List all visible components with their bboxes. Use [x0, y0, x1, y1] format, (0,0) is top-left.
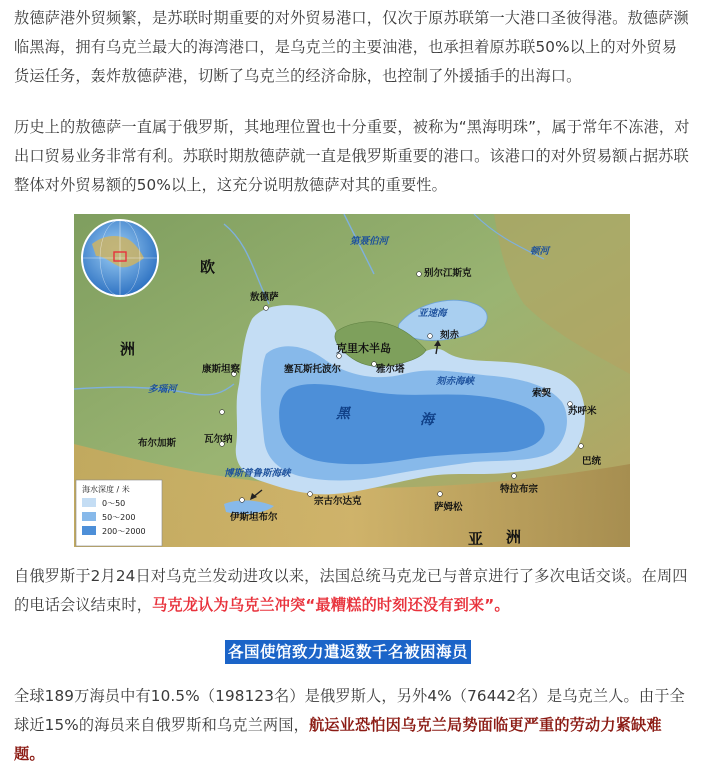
map-label-sochi: 索契 [532, 388, 552, 399]
legend-title: 海水深度 / 米 [82, 485, 130, 494]
map-label-batumi: 巴统 [582, 456, 602, 467]
map-label-zonguldak: 宗古尔达克 [314, 496, 362, 507]
paragraph-odessa-history [14, 113, 690, 200]
section-heading: 各国使馆致力遣返数千名被困海员 [225, 640, 471, 664]
map-label-sevastopol: 塞瓦斯托波尔 [284, 364, 342, 375]
map-label-burgas: 布尔加斯 [138, 438, 177, 449]
map-label-europe: 欧 [200, 258, 216, 276]
map-label-bosporus: 博斯普鲁斯海峡 [224, 468, 291, 479]
paragraph-text: 历史上的敖德萨一直属于俄罗斯，其地理位置也十分重要，被称为“黑海明珠”，属于常年不冻港，对出口贸易业务非常有利。苏联时期敖德萨就一直是俄罗斯重要的港口。该港口的对外贸易额占据苏联整体对外贸易额的50%以上，这充分说明敖德萨对其的重要性。 [14, 118, 690, 194]
map-label-crimea: 克里木半岛 [336, 342, 391, 355]
map-label-berdyansk: 别尔江斯克 [424, 268, 472, 279]
globe-inset [82, 220, 158, 296]
map-label-samsun: 萨姆松 [434, 502, 463, 513]
map-label-trabzon: 特拉布宗 [500, 484, 539, 495]
map-label-sukhumi: 苏呼米 [568, 406, 597, 417]
highlight-labor-shortage: 航运业恐怕因乌克兰局势面临更严重的劳动力紧缺难题。 [14, 716, 662, 763]
map-label-black-sea: 黑 [336, 406, 350, 422]
map-label-don: 顿河 [530, 246, 550, 257]
paragraph-macron-putin-calls [14, 562, 690, 620]
paragraph-odessa-port-intro [14, 4, 690, 91]
map-label-asia: 亚 [468, 530, 484, 547]
map-label-black-sea-2: 海 [420, 412, 434, 428]
map-figure [74, 214, 630, 547]
legend-swatch-shallow [82, 498, 96, 507]
map-label-sea-azov: 亚速海 [418, 308, 447, 319]
depth-legend [76, 480, 162, 546]
map-label-istanbul: 伊斯坦布尔 [230, 512, 278, 523]
map-label-yalta: 雅尔塔 [376, 364, 405, 375]
map-label-kerch-strait: 刻赤海峡 [436, 376, 475, 387]
paragraph-text: 自俄罗斯于2月24日对乌克兰发动进攻以来，法国总统马克龙已与普京进行了多次电话交谈。在周四的电话会议结束时， [14, 567, 688, 614]
legend-item-shallow: 0～50 [102, 499, 126, 508]
paragraph-text: 敖德萨港外贸频繁，是苏联时期重要的对外贸易港口，仅次于原苏联第一大港口圣彼得港。敖德萨濒临黑海，拥有乌克兰最大的海湾港口，是乌克兰的主要油港，也承担着原苏联50%以上的对外贸易货运任务，轰炸敖德萨港，切断了乌克兰的经济命脉，也控制了外援插手的出海口。 [14, 9, 689, 85]
paragraph-text: 全球189万海员中有10.5%（198123名）是俄罗斯人，另外4%（76442名）是乌克兰人。由于全球近15%的海员来自俄罗斯和乌克兰两国， [14, 687, 685, 734]
paragraph-seafarers [14, 682, 690, 769]
map-label-europe-2: 洲 [120, 340, 136, 358]
map-svg [74, 214, 630, 547]
map-label-varna: 瓦尔纳 [204, 434, 233, 445]
map-label-constanta: 康斯坦察 [202, 364, 241, 375]
map-label-danube: 多瑙河 [148, 384, 177, 395]
legend-swatch-mid [82, 512, 96, 521]
legend-item-deep: 200～2000 [102, 527, 146, 536]
map-label-asia-2: 洲 [506, 528, 522, 546]
highlight-quote: 马克龙认为乌克兰冲突“最糟糕的时刻还没有到来”。 [152, 596, 510, 614]
legend-swatch-deep [82, 526, 96, 535]
map-label-kerch: 刻赤 [440, 330, 460, 341]
map-label-odessa: 敖德萨 [250, 292, 279, 303]
legend-item-mid: 50～200 [102, 513, 136, 522]
map-label-dnieper: 第聂伯河 [350, 236, 389, 247]
